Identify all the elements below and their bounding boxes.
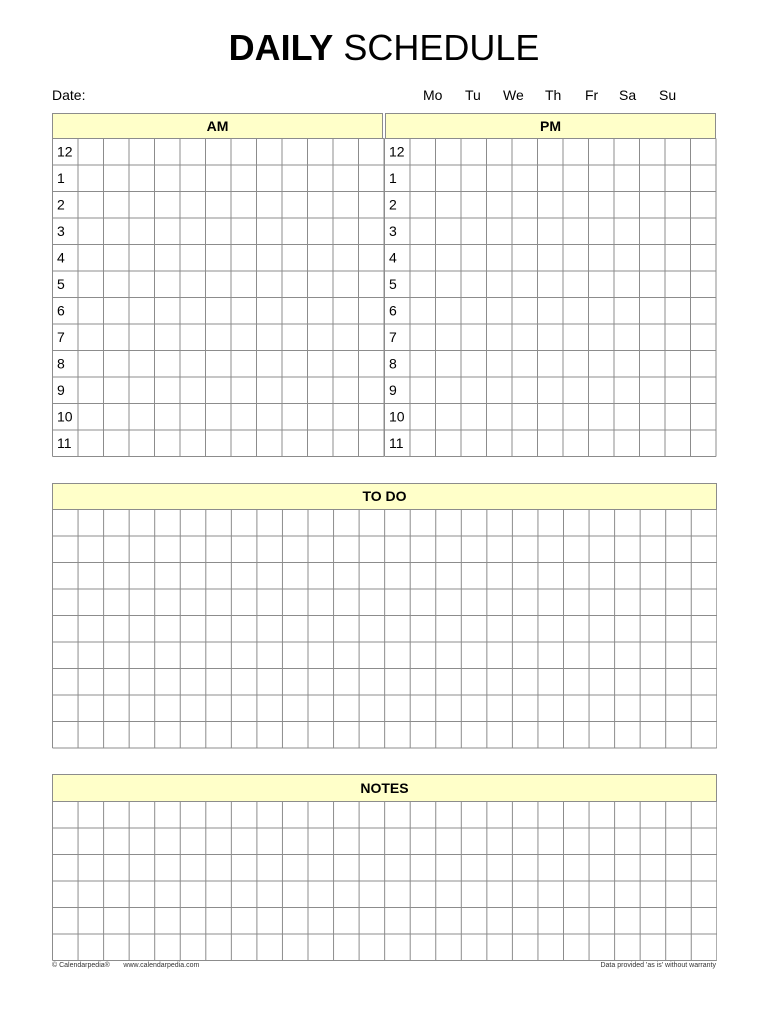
- am-hour-8: 8: [57, 355, 65, 372]
- footer-copyright: © Calendarpedia®: [52, 962, 110, 969]
- am-schedule-grid[interactable]: [52, 138, 384, 458]
- am-hour-7: 7: [57, 328, 65, 345]
- pm-hour-9: 9: [389, 381, 397, 398]
- am-hour-6: 6: [57, 302, 65, 319]
- pm-hour-12: 12: [389, 143, 405, 160]
- am-hour-12: 12: [57, 143, 73, 160]
- weekday-we[interactable]: We: [503, 87, 524, 103]
- pm-schedule-grid[interactable]: [384, 138, 717, 458]
- weekday-sa[interactable]: Sa: [619, 87, 637, 103]
- am-hour-10: 10: [57, 408, 73, 425]
- notes-grid[interactable]: [52, 801, 717, 961]
- pm-hour-11: 11: [389, 434, 404, 451]
- todo-header: [52, 483, 717, 510]
- am-hour-4: 4: [57, 249, 65, 266]
- am-header: [52, 113, 383, 139]
- pm-hour-5: 5: [389, 275, 397, 292]
- am-hour-11: 11: [57, 434, 72, 451]
- notes-label: NOTES: [360, 780, 409, 796]
- weekday-fr[interactable]: Fr: [585, 87, 599, 103]
- am-hour-5: 5: [57, 275, 65, 292]
- weekday-th[interactable]: Th: [545, 87, 562, 103]
- weekday-tu[interactable]: Tu: [465, 87, 481, 103]
- pm-hour-3: 3: [389, 222, 397, 239]
- am-hour-3: 3: [57, 222, 65, 239]
- footer-disclaimer: Data provided 'as is' without warranty: [600, 962, 716, 969]
- footer-left: [52, 961, 199, 970]
- pm-label: PM: [540, 118, 561, 134]
- am-hour-9: 9: [57, 381, 65, 398]
- am-label: AM: [206, 118, 229, 134]
- am-hour-2: 2: [57, 196, 65, 213]
- title-rest: SCHEDULE: [343, 27, 540, 68]
- pm-hour-10: 10: [389, 408, 405, 425]
- todo-label: TO DO: [362, 488, 407, 504]
- notes-header: [52, 774, 717, 802]
- date-label: Date:: [52, 87, 86, 103]
- title-bold: DAILY: [228, 27, 334, 68]
- pm-hour-2: 2: [389, 196, 397, 213]
- pm-hour-7: 7: [389, 328, 397, 345]
- pm-header: [385, 113, 716, 139]
- weekday-mo[interactable]: Mo: [423, 87, 443, 103]
- am-hour-1: 1: [57, 169, 65, 186]
- pm-hour-1: 1: [389, 169, 397, 186]
- footer-website[interactable]: www.calendarpedia.com: [123, 962, 200, 969]
- weekday-su[interactable]: Su: [659, 87, 677, 103]
- page-title: [0, 28, 768, 68]
- pm-hour-6: 6: [389, 302, 397, 319]
- pm-hour-4: 4: [389, 249, 397, 266]
- todo-grid[interactable]: [52, 509, 717, 750]
- pm-hour-8: 8: [389, 355, 397, 372]
